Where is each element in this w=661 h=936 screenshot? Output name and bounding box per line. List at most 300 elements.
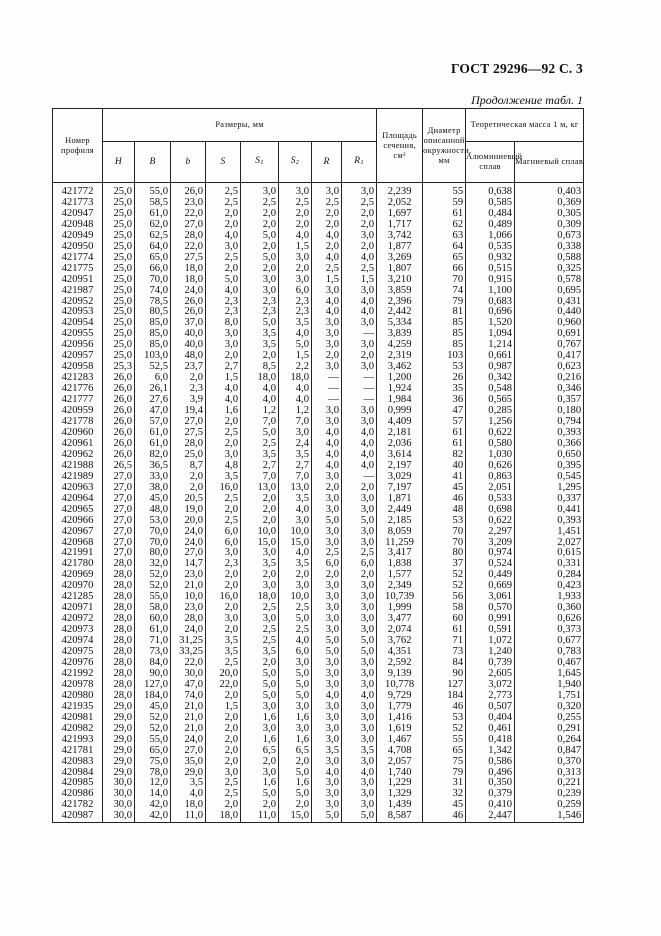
- table-cell: 420957: [53, 351, 103, 362]
- table-cell: 3,269: [377, 253, 423, 264]
- table-cell: 16,0: [206, 483, 241, 494]
- table-cell: 3,0: [342, 800, 377, 811]
- table-cell: 2,5: [206, 789, 241, 800]
- table-cell: 0,309: [515, 220, 584, 231]
- table-cell: 18,0: [171, 264, 206, 275]
- table-cell: 25,0: [103, 209, 135, 220]
- table-cell: 5,0: [279, 768, 312, 779]
- table-cell: 0,284: [515, 570, 584, 581]
- table-cell: 420954: [53, 318, 103, 329]
- table-cell: 1,807: [377, 264, 423, 275]
- table-cell: 11,0: [171, 811, 206, 822]
- table-cell: 2,3: [206, 297, 241, 308]
- table-cell: 421989: [53, 472, 103, 483]
- table-cell: 31,25: [171, 636, 206, 647]
- table-cell: 66,0: [135, 264, 171, 275]
- table-cell: 58,0: [135, 603, 171, 614]
- table-cell: 1,200: [377, 373, 423, 384]
- table-cell: 58: [423, 603, 466, 614]
- table-cell: 25,0: [103, 253, 135, 264]
- table-cell: 0,591: [466, 625, 515, 636]
- table-cell: 40,0: [171, 329, 206, 340]
- table-cell: 15,0: [241, 538, 279, 549]
- table-cell: 3,5: [206, 647, 241, 658]
- table-cell: 27,5: [171, 253, 206, 264]
- table-cell: 28,0: [103, 581, 135, 592]
- table-cell: 3,0: [342, 625, 377, 636]
- table-cell: 29,0: [103, 746, 135, 757]
- table-cell: 2,5: [342, 198, 377, 209]
- table-cell: 7,0: [279, 417, 312, 428]
- table-cell: 30,0: [103, 778, 135, 789]
- table-cell: 25,0: [103, 340, 135, 351]
- table-cell: 2,2: [279, 362, 312, 373]
- table-cell: 8,7: [171, 461, 206, 472]
- table-cell: 0,650: [515, 450, 584, 461]
- table-row: [53, 757, 584, 768]
- table-row: [53, 724, 584, 735]
- table-cell: 25,0: [103, 318, 135, 329]
- table-cell: 0,570: [466, 603, 515, 614]
- table-cell: 30,0: [103, 811, 135, 822]
- table-cell: 420975: [53, 647, 103, 658]
- table-cell: 3,0: [206, 242, 241, 253]
- table-cell: 0,410: [466, 800, 515, 811]
- table-cell: 27,0: [103, 516, 135, 527]
- table-cell: 4,0: [279, 329, 312, 340]
- table-cell: 0,291: [515, 724, 584, 735]
- table-cell: 6,0: [279, 647, 312, 658]
- table-cell: 0,342: [466, 373, 515, 384]
- table-cell: 3,5: [279, 450, 312, 461]
- table-cell: 85,0: [135, 329, 171, 340]
- table-row: [53, 494, 584, 505]
- table-cell: 3,0: [342, 406, 377, 417]
- table-cell: 0,431: [515, 297, 584, 308]
- table-cell: 2,5: [206, 494, 241, 505]
- table-row: [53, 811, 584, 822]
- table-cell: 21,0: [171, 713, 206, 724]
- table-cell: 5,0: [342, 516, 377, 527]
- table-cell: 2,773: [466, 691, 515, 702]
- table-cell: 10,0: [241, 527, 279, 538]
- table-cell: 3,742: [377, 231, 423, 242]
- table-cell: 1,100: [466, 286, 515, 297]
- table-cell: 3,0: [312, 417, 342, 428]
- table-cell: 420981: [53, 713, 103, 724]
- table-cell: 3,0: [312, 735, 342, 746]
- table-cell: 3,072: [466, 680, 515, 691]
- table-cell: 3,5: [241, 559, 279, 570]
- table-cell: 3,0: [312, 340, 342, 351]
- table-cell: 65,0: [135, 253, 171, 264]
- table-cell: 3,0: [312, 406, 342, 417]
- table-cell: 35,0: [171, 757, 206, 768]
- table-cell: 1,924: [377, 384, 423, 395]
- table-cell: 0,626: [515, 614, 584, 625]
- table-row: [53, 735, 584, 746]
- table-cell: 2,197: [377, 461, 423, 472]
- table-cell: 24,0: [171, 735, 206, 746]
- table-row: [53, 275, 584, 286]
- table-row: [53, 746, 584, 757]
- table-cell: —: [342, 472, 377, 483]
- table-cell: 61: [423, 428, 466, 439]
- table-cell: 5,0: [342, 636, 377, 647]
- table-cell: 2,0: [206, 439, 241, 450]
- table-cell: 3,0: [312, 603, 342, 614]
- table-cell: 1,619: [377, 724, 423, 735]
- table-cell: 19,4: [171, 406, 206, 417]
- table-cell: 2,0: [206, 220, 241, 231]
- table-cell: 1,094: [466, 329, 515, 340]
- table-cell: 0,669: [466, 581, 515, 592]
- table-cell: 85: [423, 340, 466, 351]
- table-cell: 0,545: [515, 472, 584, 483]
- table-cell: 28,0: [103, 636, 135, 647]
- table-cell: 2,0: [206, 735, 241, 746]
- table-cell: 2,5: [312, 264, 342, 275]
- table-cell: 0,535: [466, 242, 515, 253]
- table-cell: 65: [423, 253, 466, 264]
- table-cell: 421285: [53, 592, 103, 603]
- table-cell: 2,0: [241, 220, 279, 231]
- table-cell: 3,0: [342, 778, 377, 789]
- table-cell: 29,0: [103, 757, 135, 768]
- table-cell: 5,0: [279, 669, 312, 680]
- table-cell: 0,863: [466, 472, 515, 483]
- table-cell: 0,548: [466, 384, 515, 395]
- table-cell: 4,0: [312, 297, 342, 308]
- table-cell: 0,404: [466, 713, 515, 724]
- table-cell: 25,3: [103, 362, 135, 373]
- table-cell: 2,0: [206, 800, 241, 811]
- table-cell: 420961: [53, 439, 103, 450]
- table-cell: 4,0: [312, 439, 342, 450]
- table-cell: 0,338: [515, 242, 584, 253]
- table-cell: 33,0: [135, 472, 171, 483]
- table-cell: 3,0: [206, 614, 241, 625]
- table-cell: 420983: [53, 757, 103, 768]
- table-cell: 5,0: [241, 428, 279, 439]
- table-cell: 2,5: [312, 548, 342, 559]
- table-cell: 61,0: [135, 428, 171, 439]
- table-cell: 7,0: [241, 472, 279, 483]
- table-cell: 70,0: [135, 538, 171, 549]
- table-cell: 2,057: [377, 757, 423, 768]
- table-cell: 4,0: [206, 231, 241, 242]
- table-body: [53, 183, 584, 823]
- table-cell: 421777: [53, 395, 103, 406]
- table-cell: 1,072: [466, 636, 515, 647]
- table-cell: 5,0: [241, 691, 279, 702]
- header-theoretical-mass: Теоретическая масса 1 м, кг: [466, 109, 584, 142]
- table-cell: 3,0: [206, 450, 241, 461]
- table-cell: 6,0: [342, 559, 377, 570]
- table-cell: 3,0: [312, 778, 342, 789]
- table-cell: 9,139: [377, 669, 423, 680]
- table-cell: 37,0: [171, 318, 206, 329]
- table-cell: 45: [423, 800, 466, 811]
- table-cell: 0,393: [515, 516, 584, 527]
- table-cell: 40,0: [171, 340, 206, 351]
- header-section-area: Площадь сечения, см²: [377, 109, 423, 183]
- table-cell: 55: [423, 735, 466, 746]
- table-cell: 28,0: [103, 680, 135, 691]
- table-cell: 5,0: [241, 253, 279, 264]
- table-cell: 3,0: [312, 183, 342, 198]
- table-cell: 5,0: [312, 636, 342, 647]
- table-cell: 420949: [53, 231, 103, 242]
- table-cell: 3,5: [241, 340, 279, 351]
- table-cell: 0,221: [515, 778, 584, 789]
- table-cell: 2,7: [241, 461, 279, 472]
- table-cell: 421935: [53, 702, 103, 713]
- table-cell: —: [312, 373, 342, 384]
- table-cell: 1,6: [206, 406, 241, 417]
- table-cell: 420972: [53, 614, 103, 625]
- table-cell: 3,0: [241, 548, 279, 559]
- table-cell: 2,5: [342, 548, 377, 559]
- table-cell: 2,5: [206, 198, 241, 209]
- header-R1: $R_1$: [342, 142, 377, 183]
- table-cell: 70,0: [135, 275, 171, 286]
- table-cell: 4,0: [342, 439, 377, 450]
- table-cell: 60: [423, 614, 466, 625]
- table-cell: 421774: [53, 253, 103, 264]
- table-cell: 1,5: [342, 275, 377, 286]
- table-cell: 3,0: [279, 516, 312, 527]
- table-cell: 20,0: [206, 669, 241, 680]
- table-cell: 28,0: [103, 614, 135, 625]
- table-cell: 25,0: [103, 351, 135, 362]
- profile-table: [52, 108, 584, 823]
- table-cell: 1,751: [515, 691, 584, 702]
- table-cell: 1,871: [377, 494, 423, 505]
- table-cell: 3,0: [312, 680, 342, 691]
- table-cell: 3,0: [279, 658, 312, 669]
- table-cell: 0,932: [466, 253, 515, 264]
- table-cell: 3,0: [206, 329, 241, 340]
- table-cell: 28,0: [103, 625, 135, 636]
- table-cell: 3,0: [206, 548, 241, 559]
- table-cell: 79: [423, 768, 466, 779]
- table-cell: 3,614: [377, 450, 423, 461]
- table-cell: 47: [423, 406, 466, 417]
- table-cell: 4,0: [312, 253, 342, 264]
- header-dimensions: Размеры, мм: [103, 109, 377, 142]
- table-cell: 20,5: [171, 494, 206, 505]
- table-cell: 5,0: [342, 811, 377, 822]
- table-cell: 75,0: [135, 757, 171, 768]
- table-cell: 0,524: [466, 559, 515, 570]
- table-cell: 421781: [53, 746, 103, 757]
- table-cell: 3,5: [241, 647, 279, 658]
- table-cell: 1,877: [377, 242, 423, 253]
- table-cell: 2,0: [206, 713, 241, 724]
- table-cell: 2,0: [279, 800, 312, 811]
- table-cell: 3,0: [279, 581, 312, 592]
- table-cell: 2,396: [377, 297, 423, 308]
- table-cell: 3,0: [241, 702, 279, 713]
- table-cell: 4,0: [241, 395, 279, 406]
- table-cell: 2,0: [279, 757, 312, 768]
- table-cell: 2,3: [241, 307, 279, 318]
- table-cell: 2,027: [515, 538, 584, 549]
- table-cell: 5,0: [241, 669, 279, 680]
- table-cell: 27,0: [103, 548, 135, 559]
- table-cell: 3,5: [241, 329, 279, 340]
- table-cell: 0,847: [515, 746, 584, 757]
- table-cell: 1,984: [377, 395, 423, 406]
- table-cell: 0,691: [515, 329, 584, 340]
- table-cell: 0,698: [466, 505, 515, 516]
- table-cell: 46: [423, 811, 466, 822]
- table-cell: 48,0: [171, 351, 206, 362]
- table-cell: 1,6: [241, 778, 279, 789]
- table-cell: 53,0: [135, 516, 171, 527]
- table-cell: 0,325: [515, 264, 584, 275]
- table-cell: 421776: [53, 384, 103, 395]
- table-cell: 74,0: [171, 691, 206, 702]
- table-cell: 79: [423, 297, 466, 308]
- table-cell: 1,240: [466, 647, 515, 658]
- table-cell: 1,2: [241, 406, 279, 417]
- table-cell: 5,0: [279, 691, 312, 702]
- table-cell: 53: [423, 362, 466, 373]
- table-cell: 5,0: [279, 680, 312, 691]
- table-cell: 24,0: [171, 625, 206, 636]
- table-cell: 56: [423, 592, 466, 603]
- table-cell: 26,0: [171, 307, 206, 318]
- table-cell: 27,0: [103, 527, 135, 538]
- table-cell: 3,0: [312, 538, 342, 549]
- table-cell: 0,987: [466, 362, 515, 373]
- table-cell: 0,496: [466, 768, 515, 779]
- table-cell: 40: [423, 461, 466, 472]
- table-cell: 0,622: [466, 428, 515, 439]
- table-cell: 420959: [53, 406, 103, 417]
- table-cell: 0,960: [515, 318, 584, 329]
- table-cell: 2,0: [279, 264, 312, 275]
- table-cell: 71: [423, 636, 466, 647]
- table-cell: 27,0: [171, 220, 206, 231]
- table-cell: 3,0: [206, 768, 241, 779]
- table-cell: 3,0: [279, 702, 312, 713]
- table-cell: 70: [423, 275, 466, 286]
- table-cell: 27,6: [135, 395, 171, 406]
- table-cell: 0,739: [466, 658, 515, 669]
- table-cell: 0,264: [515, 735, 584, 746]
- table-cell: 3,0: [342, 669, 377, 680]
- table-cell: 5,0: [312, 516, 342, 527]
- table-cell: 6,0: [279, 286, 312, 297]
- table-cell: 25,0: [103, 183, 135, 198]
- table-cell: 2,0: [241, 209, 279, 220]
- table-cell: 26,0: [103, 406, 135, 417]
- table-cell: 57,0: [135, 417, 171, 428]
- table-cell: 420962: [53, 450, 103, 461]
- table-cell: —: [342, 329, 377, 340]
- table-cell: 2,239: [377, 183, 423, 198]
- table-cell: 5,0: [279, 614, 312, 625]
- table-cell: 14,0: [135, 789, 171, 800]
- table-cell: 29,0: [103, 724, 135, 735]
- table-cell: 2,5: [206, 183, 241, 198]
- table-cell: 9,729: [377, 691, 423, 702]
- table-cell: 3,0: [241, 614, 279, 625]
- header-S2: $S_2$: [279, 142, 312, 183]
- table-cell: 36,5: [135, 461, 171, 472]
- table-cell: 0,449: [466, 570, 515, 581]
- table-cell: 3,5: [279, 559, 312, 570]
- table-continuation-caption: Продолжение табл. 1: [471, 93, 583, 107]
- table-cell: 75: [423, 757, 466, 768]
- table-cell: 78,5: [135, 297, 171, 308]
- table-cell: 3,0: [312, 472, 342, 483]
- table-cell: 27,0: [103, 494, 135, 505]
- table-cell: 4,0: [279, 384, 312, 395]
- table-cell: 2,7: [206, 362, 241, 373]
- table-cell: 57: [423, 417, 466, 428]
- table-cell: 2,0: [241, 351, 279, 362]
- table-cell: 420950: [53, 242, 103, 253]
- table-cell: 421283: [53, 373, 103, 384]
- table-cell: 2,185: [377, 516, 423, 527]
- table-cell: 2,605: [466, 669, 515, 680]
- table-cell: 23,7: [171, 362, 206, 373]
- table-cell: 0,586: [466, 757, 515, 768]
- table-cell: 7,0: [279, 472, 312, 483]
- table-cell: 15,0: [279, 538, 312, 549]
- table-cell: 1,838: [377, 559, 423, 570]
- table-cell: 3,0: [342, 702, 377, 713]
- table-cell: 18,0: [171, 800, 206, 811]
- table-cell: 70: [423, 538, 466, 549]
- table-cell: 3,0: [342, 231, 377, 242]
- table-cell: 6,5: [279, 746, 312, 757]
- table-cell: 19,0: [171, 505, 206, 516]
- table-cell: 420985: [53, 778, 103, 789]
- table-cell: 3,0: [342, 538, 377, 549]
- table-cell: 1,933: [515, 592, 584, 603]
- table-cell: 420966: [53, 516, 103, 527]
- table-cell: 59: [423, 198, 466, 209]
- table-cell: 5,0: [279, 340, 312, 351]
- table-cell: 18,0: [241, 592, 279, 603]
- table-cell: 28,0: [103, 669, 135, 680]
- table-cell: 5,0: [342, 647, 377, 658]
- table-cell: 0,379: [466, 789, 515, 800]
- header-H: H: [103, 142, 135, 183]
- table-row: [53, 286, 584, 297]
- table-cell: 47,0: [171, 680, 206, 691]
- table-cell: 85,0: [135, 340, 171, 351]
- table-cell: 26,0: [103, 439, 135, 450]
- table-cell: 26,0: [171, 297, 206, 308]
- table-cell: 2,074: [377, 625, 423, 636]
- table-cell: 2,5: [279, 603, 312, 614]
- table-cell: 4,0: [342, 450, 377, 461]
- table-cell: 21,0: [171, 724, 206, 735]
- table-cell: 1,5: [206, 702, 241, 713]
- table-cell: 3,5: [279, 494, 312, 505]
- table-cell: 29,0: [103, 713, 135, 724]
- table-cell: 420974: [53, 636, 103, 647]
- table-cell: 0,638: [466, 183, 515, 198]
- table-cell: 84: [423, 658, 466, 669]
- table-cell: 7,0: [241, 417, 279, 428]
